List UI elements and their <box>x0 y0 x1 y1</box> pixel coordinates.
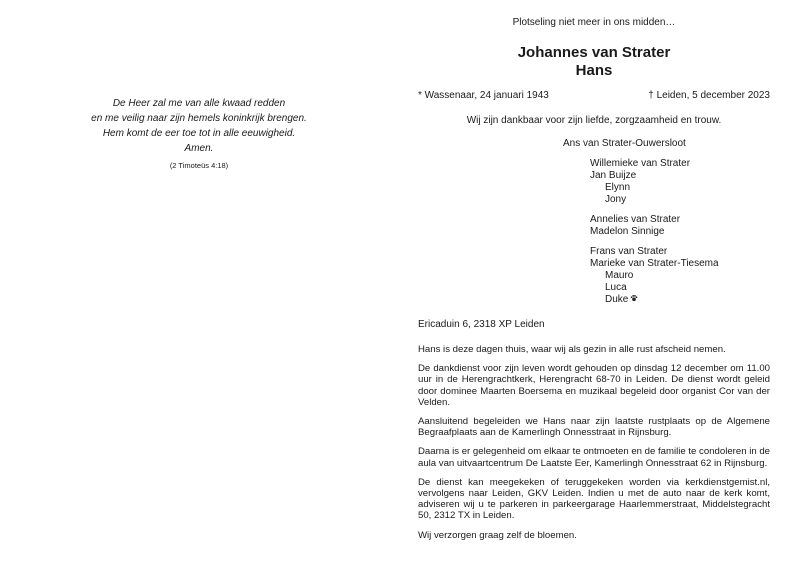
family-group <box>590 158 690 206</box>
birth-date: * Wassenaar, 24 januari 1943 <box>418 90 549 101</box>
paw-icon <box>630 294 638 306</box>
bible-verse <box>40 96 358 171</box>
service-details <box>418 344 770 549</box>
grandchild: Elynn <box>605 182 631 193</box>
verse-line: De Heer zal me van alle kwaad redden <box>112 98 286 109</box>
grandchild: Jony <box>605 194 627 205</box>
spouse-name: Ans van Strater-Ouwersloot <box>563 138 686 149</box>
home-address: Ericaduin 6, 2318 XP Leiden <box>418 319 545 330</box>
verse-line: Hem komt de eer toe tot in alle eeuwigheid. <box>102 128 296 139</box>
paragraph: Daarna is er gelegenheid om elkaar te ontmoeten en de familie te condoleren in de aula van uitvaartcentrum De Laatste Eer, Kamerlingh Onnesstraat 62 in Rijnsburg. <box>418 446 770 469</box>
family-member: Jan Buijze <box>590 170 637 181</box>
family-member: Willemieke van Strater <box>590 158 691 169</box>
family-member: Marieke van Strater-Tiesema <box>590 258 719 269</box>
family-member: Frans van Strater <box>590 246 668 257</box>
pet-row <box>590 294 719 306</box>
paragraph: Wij verzorgen graag zelf de bloemen. <box>418 529 577 541</box>
verse-reference: (2 Timoteüs 4:18) <box>169 161 229 170</box>
verse-line: Amen. <box>184 143 214 154</box>
thanks-line: Wij zijn dankbaar voor zijn liefde, zorgzaamheid en trouw. <box>466 115 722 126</box>
family-member: Annelies van Strater <box>590 214 681 225</box>
paragraph: Hans is deze dagen thuis, waar wij als gezin in alle rust afscheid nemen. <box>418 344 726 355</box>
death-date: † Leiden, 5 december 2023 <box>648 90 770 101</box>
paragraph: De dankdienst voor zijn leven wordt gehouden op dinsdag 12 december om 11.00 uur in de Herengrachtkerk, Herengracht 68-70 in Leiden. De dienst wordt geleid door dominee Maarten Boersema en muzikaal begeleid door organist Cor van der Velden. <box>418 363 770 408</box>
pet-name: Duke <box>605 294 629 305</box>
paragraph: Aansluitend begeleiden we Hans naar zijn laatste rustplaats op de Algemene Begraafplaats aan de Kamerlingh Onnesstraat in Rijnsburg. <box>418 416 770 439</box>
grandchild: Mauro <box>605 270 634 281</box>
deceased-nickname: Hans <box>575 62 613 79</box>
grandchild: Luca <box>605 282 627 293</box>
verse-line: en me veilig naar zijn hemels koninkrijk brengen. <box>91 113 307 124</box>
deceased-full-name: Johannes van Strater <box>517 44 671 61</box>
family-group <box>590 214 680 238</box>
family-member: Madelon Sinnige <box>590 226 665 237</box>
paragraph: De dienst kan meegekeken of teruggekeken worden via kerkdienstgemist.nl, vervolgens naar Leiden, GKV Leiden. Indien u met de auto naar de kerk komt, adviseren wij u te parkeren in parkeergarage Haarlemmerstraat, Middelstegracht 50, 2312 TX in Leiden. <box>418 476 770 522</box>
intro-text: Plotseling niet meer in ons midden… <box>512 17 676 28</box>
family-group <box>590 246 719 306</box>
